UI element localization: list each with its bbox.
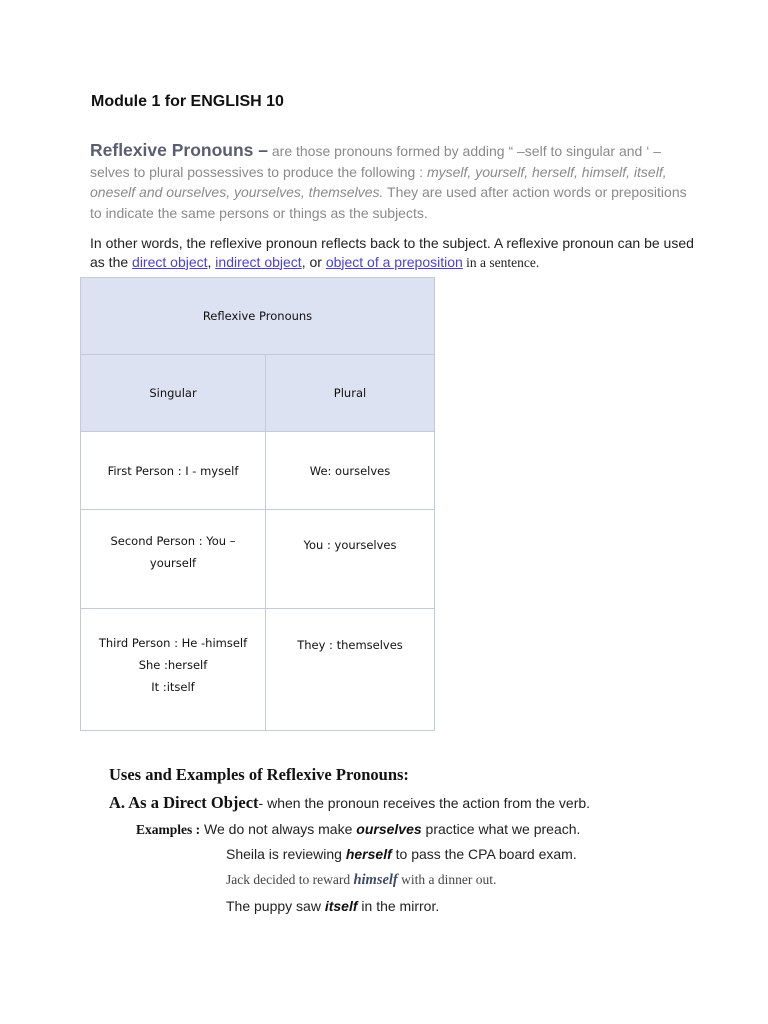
table-title: Reflexive Pronouns [81,278,435,355]
singular-line: It :itself [151,679,195,694]
table-row [81,510,435,609]
example-line [226,846,577,862]
intro-text-1: are those pronouns formed by adding “ –self to singular and ‘ – selves to plural possessives to produce the following : [90,143,662,180]
example-line [226,898,439,914]
singular-line: yourself [149,556,197,570]
example-pronoun: ourselves [356,821,422,837]
singular-line: First Person : I - myself [107,463,239,478]
uses-title: Uses and Examples of Reflexive Pronouns: [109,765,409,784]
other-words-text-1: In other words, the reflexive pronoun reflects back to the subject. A reflexive pronoun can be used as the [90,235,694,270]
example-line [226,872,496,889]
other-words-paragraph [90,234,710,272]
intro-paragraph [90,140,690,223]
sep-1: , [207,253,216,270]
example-pre: Jack decided to reward [226,872,354,887]
object-of-preposition-link[interactable]: object of a preposition [325,253,463,270]
intro-term: Reflexive Pronouns – [90,140,268,160]
direct-object-desc: - when the pronoun receives the action from the verb. [258,795,591,811]
examples-label: Examples : [136,822,201,837]
example-post: to pass the CPA board exam. [391,846,577,862]
example-pre: We do not always make [200,821,357,837]
example-pronoun: herself [345,846,392,862]
reflexive-pronouns-table [80,277,435,731]
intro-text-2: They are used after action words or prepositions to indicate the same persons or things as the subjects. [90,184,687,221]
singular-line: She :herself [138,657,208,672]
example-pre: The puppy saw [226,898,325,914]
singular-line: Second Person : You – [110,534,236,548]
table-row [81,432,435,510]
other-words-text-2: in a sentence. [462,254,540,270]
plural-cell: You : yourselves [266,510,435,609]
direct-object-link[interactable]: direct object [132,253,208,270]
sep-2: , or [301,253,326,270]
header-singular: Singular [81,355,266,432]
indirect-object-link[interactable]: indirect object [215,253,302,270]
plural-cell: We: ourselves [266,432,435,510]
example-post: practice what we preach. [421,821,581,837]
example-post: with a dinner out. [397,872,497,887]
direct-object-label: A. As a Direct Object [109,793,259,812]
plural-cell: They : themselves [266,609,435,731]
example-pronoun: himself [353,872,398,888]
direct-object-heading [109,793,590,813]
example-pronoun: itself [324,898,358,914]
singular-cell [81,510,266,609]
page-title: Module 1 for ENGLISH 10 [91,93,284,110]
singular-cell [81,432,266,510]
singular-cell [81,609,266,731]
example-line [136,821,580,838]
singular-line: Third Person : He -himself [98,635,248,650]
example-post: in the mirror. [357,898,440,914]
header-plural: Plural [266,355,435,432]
table-row [81,609,435,731]
example-pre: Sheila is reviewing [226,846,346,862]
intro-examples: myself, yourself, herself, himself, itself, oneself and ourselves, yourselves, themselves. [90,163,667,200]
